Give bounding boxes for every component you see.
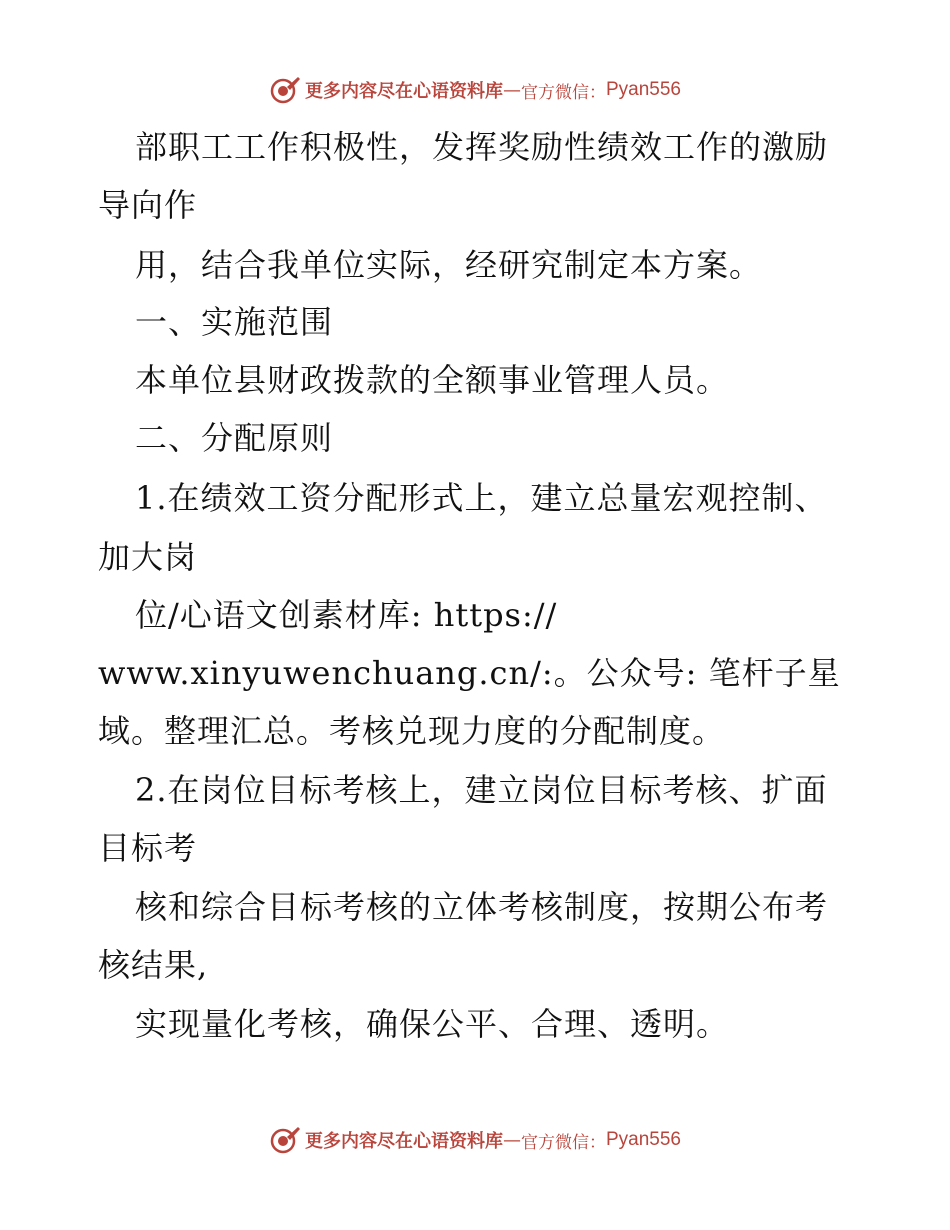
text-line: 目标考 xyxy=(98,829,198,867)
text-line: www.xinyuwenchuang.cn/:。公众号: 笔杆子星 xyxy=(98,654,841,692)
text-line: 导向作 xyxy=(98,186,198,224)
text-line: 用，结合我单位实际，经研究制定本方案。 xyxy=(135,246,763,284)
banner-wechat-label: 官方微信： xyxy=(520,82,606,103)
banner-separator: — xyxy=(502,1129,521,1151)
section-heading: 一、实施范围 xyxy=(135,303,334,341)
text-line: 核和综合目标考核的立体考核制度，按期公布考 xyxy=(135,888,829,926)
text-line: 1.在绩效工资分配形式上，建立总量宏观控制、 xyxy=(135,479,828,517)
text-line: 核结果, xyxy=(98,946,209,984)
text-line: 2.在岗位目标考核上，建立岗位目标考核、扩面 xyxy=(135,771,828,809)
banner-wechat-id: Pyan556 xyxy=(605,1129,681,1150)
text-line: 部职工工作积极性，发挥奖励性绩效工作的激励 xyxy=(135,128,829,166)
section-heading: 二、分配原则 xyxy=(135,419,334,457)
banner-wechat-label: 官方微信： xyxy=(520,1132,606,1153)
pen-logo-icon xyxy=(269,1124,301,1156)
text-line: 加大岗 xyxy=(98,538,198,576)
banner-text: 更多内容尽在心语资料库 xyxy=(304,1131,503,1152)
text-line: 实现量化考核，确保公平、合理、透明。 xyxy=(135,1005,730,1043)
footer-banner xyxy=(0,1120,950,1160)
text-line: 域。整理汇总。考核兑现力度的分配制度。 xyxy=(98,712,726,750)
banner-separator: — xyxy=(502,79,521,101)
text-line: 位/心语文创素材库: https:// xyxy=(135,596,558,634)
header-banner xyxy=(0,70,950,110)
pen-logo-icon xyxy=(269,74,301,106)
text-line: 本单位县财政拨款的全额事业管理人员。 xyxy=(135,361,730,399)
banner-wechat-id: Pyan556 xyxy=(605,79,681,100)
banner-text: 更多内容尽在心语资料库 xyxy=(304,81,503,102)
